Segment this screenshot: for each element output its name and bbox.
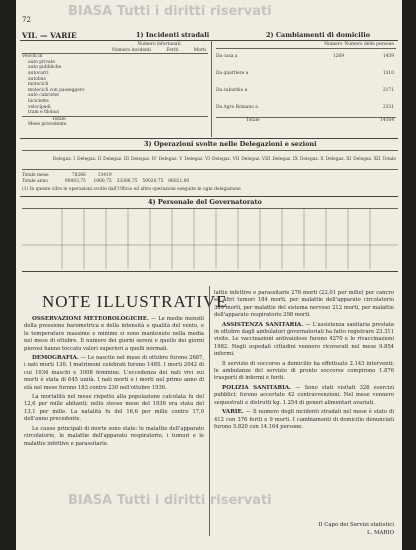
section-head: VII. — VARIE	[22, 31, 77, 40]
table3-col-header: Delegaz. X	[299, 157, 324, 163]
table2-col-header: Numero delle persone	[344, 42, 394, 47]
table3-col-header: Delegaz. V	[158, 157, 183, 163]
table3-col-header: Delegaz. I	[52, 157, 76, 163]
table-row: velocipedi	[28, 104, 51, 110]
table2-col-header: Numero	[324, 42, 343, 47]
watermark-bottom: BIASA Tutti i diritti riservati	[68, 493, 272, 508]
paragraph: VARIE. — Il numero degli incidenti stradali nel mese è stato di 412 con 376 feriti e 9 morti. I cambiamenti di domicilio denunciati furono 5.820 con 14.164 persone.	[214, 409, 394, 430]
table2-title: 2) Cambiamenti di domicilio	[266, 31, 371, 39]
table-row: biciclette	[28, 98, 49, 104]
table-row: Veicoli in	[22, 54, 43, 60]
paragraph: Le cause principali di morte sono state: le malattie dell'apparato circolatorio, le malattie dell'apparato respiratorio, i tumori e le malattie infettive e parassitarie.	[24, 425, 204, 447]
table3	[22, 150, 398, 193]
table-row: autobus	[28, 76, 46, 82]
table-row: Totale anno 90083,75 1960,75 33366,75 50020,75 86021,00	[22, 178, 190, 184]
table-row: Totale mese 78266 13419	[22, 173, 112, 178]
table2-col-header	[216, 42, 296, 48]
right-column	[214, 290, 394, 431]
table3-col-header: Delegaz. III	[103, 157, 130, 163]
table1-title: 1) Incidenti stradali	[136, 31, 210, 39]
table-row: Da suburbio a 2171	[216, 87, 394, 93]
left-column	[24, 316, 204, 448]
table4-title: 4) Personale del Governatorato	[148, 198, 262, 206]
paragraph: POLIZIA SANITARIA. — Sono stati visitati 326 esercizi pubblici; furono accertate 42 contravvenzioni. Nel mese vennero sequestrati e distrutti kg. 1.254 di generi alimentari avariati.	[214, 384, 394, 406]
table-row: auto pubbliche	[28, 65, 62, 71]
rule	[20, 138, 398, 139]
table2	[216, 42, 396, 123]
signature-title: Il Capo dei Servizi statistici	[318, 522, 394, 528]
table4	[22, 208, 398, 272]
notes-title: NOTE ILLUSTRATIVE	[42, 292, 228, 311]
top-rule	[20, 40, 398, 41]
table-row: motocicli	[28, 82, 49, 88]
table-row: auto private	[28, 59, 56, 65]
paragraph: DEMOGRAFIA. — Le nascite nel mese di ottobre furono 2687, i nati morti 130. I matrimoni celebrati furono 1485. I morti 2042 di cui 1034 maschi e 1008 femmine. L'eccedenza dei nati vivi sui morti è stata di 645 unità. I nati morti e i morti nel primo anno di età nel mese furono 183 contro 230 nell'ottobre 1936.	[24, 355, 204, 391]
table3-col-header: Delegaz. VI	[184, 157, 210, 163]
table1-col-header: Numero incidenti	[112, 47, 152, 53]
table3-col-header: Totale	[382, 157, 396, 163]
table3-col-header: Delegaz. VII	[211, 157, 240, 163]
rule	[20, 196, 398, 197]
table1-col-header: Feriti	[166, 47, 179, 53]
table-row: motocicli con passeggero	[28, 87, 85, 93]
table3-note: (1) In queste cifre le operazioni svolte dall'Ufficio ed altre operazioni eseguite in ogni delegazione	[22, 187, 241, 193]
table1	[22, 42, 208, 128]
table1-col-header: Morti	[193, 47, 207, 53]
table-row: autocarri	[28, 70, 49, 76]
paragraph: Il servizio di soccorso a domicilio ha effettuato 2.143 interventi; le ambulanze del servizio di pronto soccorso compirono 1.876 trasporti di infermi e feriti.	[214, 360, 394, 382]
paragraph: lattie infettive e parassitarie 276 morti (22,01 per mille) per cancro ed altri tumori 184 morti, per malattie dell'apparato circolatorio 389 morti, per malattie del sistema nervoso 212 morti, per malattie dell'apparato respiratorio 298 morti.	[214, 290, 394, 319]
paragraph: ASSISTENZA SANITARIA. — L'assistenza sanitaria prestata in ottobre dagli ambulatori governatoriali ha fatto registrare 23.311 visite. Le vaccinazioni antivaiolose furono 4270 e le rivaccinazioni 1982. Negli ospedali cittadini vennero ricoverati nel mese 9.854 infermi.	[214, 321, 394, 358]
table-row: Totale 14164	[216, 117, 396, 124]
divider	[211, 40, 212, 137]
table3-col-header: Delegaz. XII	[353, 157, 381, 163]
table-row: Totale	[22, 116, 208, 123]
table1-col-group: Numero infortunati	[137, 42, 181, 47]
table3-col-header: Delegaz. IX	[272, 157, 298, 163]
table3-title: 3) Operazioni svolte nelle Delegazioni e sezioni	[144, 140, 317, 148]
table3-col-header: Delegaz. XI	[325, 157, 352, 163]
table-row: auto cabriolet	[28, 93, 60, 99]
paragraph: La mortalità nel mese rispetto alla popolazione calcolata fu del 12,6 per mille abitanti; nello stesso mese del 1936 era stata del 13,1 per mille. La natalità fu del 16,6 per mille contro 17,0 dell'anno precedente.	[24, 394, 204, 423]
table1-body	[22, 54, 208, 128]
table-row: tram e filobus	[28, 110, 59, 116]
table3-col-header: Delegaz. II	[77, 157, 102, 163]
table-row: Da Agro Romano a 2331	[216, 104, 394, 110]
table-row: Da quartiere a 1310	[216, 70, 394, 76]
table3-col-header: Delegaz. VIII	[241, 157, 271, 163]
table4-grid	[22, 209, 398, 269]
signature-name: L. MARIO	[366, 530, 394, 536]
watermark-top: BIASA Tutti i diritti riservati	[68, 4, 272, 19]
table3-col-header: Delegaz. IV	[131, 157, 157, 163]
paragraph: OSSERVAZIONI METEOROLOGICHE. — Le medie mensili della pressione barometrica e della intensità e qualità del vento, e le temperature massime e minime si sono mantenute nella media nel mese di ottobre. Il numero dei giorni sereni e quello dei giorni piovosi hanno toccato valori superiori a quelli normali.	[24, 316, 204, 352]
page-number: 72	[22, 16, 31, 24]
table-row: Da casa a 1269 1439	[216, 53, 394, 59]
document-page	[16, 0, 402, 550]
table-row: Mese precedente	[28, 122, 67, 128]
